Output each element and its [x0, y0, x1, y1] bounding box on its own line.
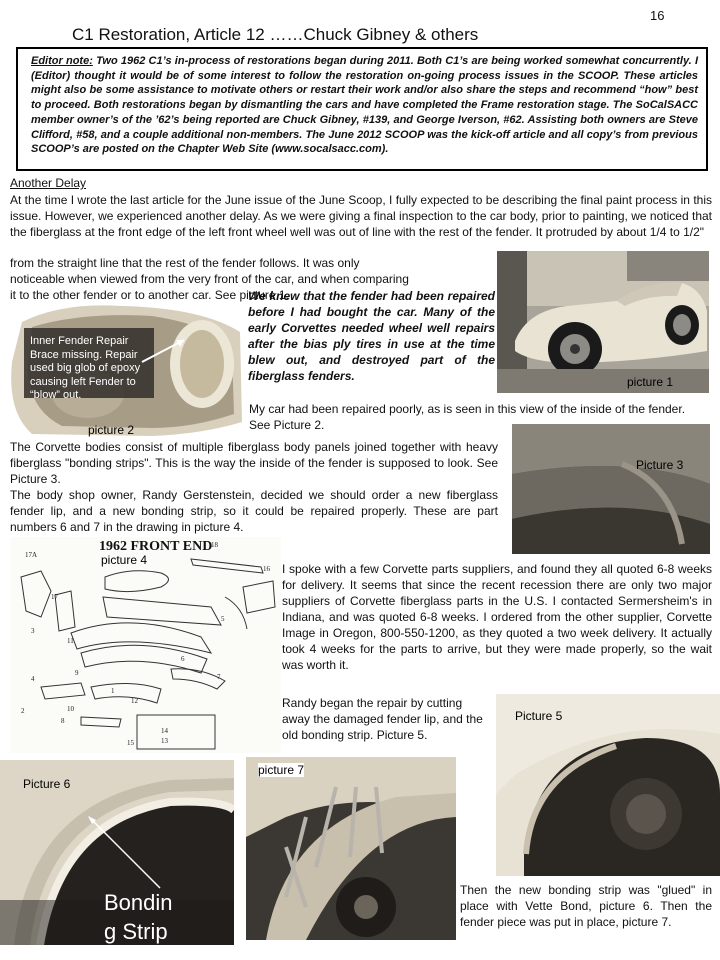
paragraph-intro: At the time I wrote the last article for the June issue of the June Scoop, I fully expected to be describing the final paint process in this issue. However, we experienced another delay. As we were giving a final inspection to the car body, prior to painting, we noticed that the fiberglass at the front edge of the left front wheel well was out of line with the rest of the fender. It protruded by about 1/4 to 1/2": [10, 193, 712, 239]
part-number-label: 15: [127, 739, 134, 747]
picture-5-caption: Picture 5: [515, 709, 563, 723]
part-number-label: 14: [161, 727, 168, 735]
picture-6-label-line-2: g Strip: [104, 919, 168, 944]
part-number-label: 10: [67, 705, 74, 713]
part-number-label: 5: [221, 615, 225, 623]
picture-2-photo: [2, 302, 246, 437]
part-number-label: 8: [61, 717, 65, 725]
part-number-label: 18: [211, 541, 218, 549]
picture-4-caption: picture 4: [101, 553, 148, 567]
picture-7-caption: picture 7: [258, 763, 305, 777]
part-number-label: 1: [111, 687, 115, 695]
picture-5-photo: [496, 694, 720, 876]
picture-6-label-line-1: Bondin: [104, 890, 173, 915]
picture-1-photo: [497, 251, 709, 393]
page-number: 16: [650, 8, 665, 23]
picture-4-drawing-title: 1962 FRONT END: [99, 539, 213, 554]
editor-note-label: Editor note:: [31, 55, 93, 67]
part-number-label: 11: [67, 637, 74, 645]
part-number-label: 4: [31, 675, 35, 683]
page-title: C1 Restoration, Article 12 ……Chuck Gibney & others: [72, 25, 479, 44]
picture-7-photo: [246, 757, 456, 940]
part-number-label: 2: [21, 707, 25, 715]
paragraph-line-3: noticeable when viewed from the very front of the car, and when comparing: [10, 272, 409, 286]
editor-note: [31, 54, 698, 157]
picture-1-caption: picture 1: [627, 375, 674, 389]
paragraph-my-car: My car had been repaired poorly, as is seen in this view of the inside of the fender. See Picture 2.: [249, 402, 686, 432]
paragraph-randy: Randy began the repair by cutting away the damaged fender lip, and the old bonding strip. Picture 5.: [282, 696, 483, 742]
paragraph-line-4: it to the other fender or to another car. See picture 1.: [10, 288, 289, 302]
picture-2-caption: picture 2: [88, 423, 135, 437]
part-number-label: 12: [131, 697, 138, 705]
part-number-label: 17: [51, 593, 58, 601]
paragraph-suppliers: I spoke with a few Corvette parts suppliers, and found they all quoted 6-8 weeks for delivery. It seems that since the recent recession there are only two major suppliers of Corvette fiberglass parts in the U.S. I contacted Sermersheim's in Indiana, and was quoted 6-8 weeks. I ordered from the other supplier, Corvette Image in Oregon, 800-550-1200, as they quoted a two week delivery. It actually took 4 weeks for the parts to arrive, but they were made properly, so the wait was worth it.: [282, 562, 712, 672]
editor-note-text: Two 1962 C1’s in-process of restorations began during 2011. Both C1’s are being worked somewhat concurrently. I (Editor) thought it would be of some interest to follow the restoration on-going process issues in the SCOOP. These articles might also be some assistance to motivate others or restart their work and/or also share the steps and recommend “how” best to proceed. Both restorations began by dismantling the cars and have completed the Frame restoration stage. The SoCalSACC member owner’s of the ’62’s being reported are Chuck Gibney, #139, and George Iverson, #62. Assisting both owners are Steve Clifford, #58, and a couple additional non-members. The June 2012 SCOOP was the kick-off article and all copy’s from previous SCOOP’s are posted on the Chapter Web Site (www.socalsacc.com).: [31, 55, 699, 156]
part-number-label: 16: [263, 565, 270, 573]
picture-6-caption: Picture 6: [23, 777, 71, 791]
picture-3-photo: [512, 424, 710, 554]
picture-2-annotation: Inner Fender Repair Brace missing. Repair used big glob of epoxy causing left Fender to “blow” out.: [30, 335, 141, 401]
section-heading: Another Delay: [10, 176, 87, 190]
part-number-label: 3: [31, 627, 35, 635]
picture-6-photo: [0, 760, 234, 945]
paragraph-line-2: from the straight line that the rest of the fender follows. It was only: [10, 256, 360, 270]
part-number-label: 13: [161, 737, 168, 745]
part-number-label: 7: [217, 673, 221, 681]
part-number-labels: [11, 537, 281, 753]
part-number-label: 9: [75, 669, 79, 677]
picture-4-drawing: [11, 537, 281, 753]
part-number-label: 6: [181, 655, 185, 663]
paragraph-corvette-bodies: The Corvette bodies consist of multiple fiberglass body panels joined together with heavy fiberglass "bonding strips". This is the way the inside of the fender is supposed to look. See Picture 3. The body shop owner, Randy Gerstenstein, decided we should order a new fiberglass fender lip, and a new bonding strip, so it could be repaired properly. These are part numbers 6 and 7 in the drawing in picture 4.: [10, 440, 498, 534]
picture-3-caption: Picture 3: [636, 458, 684, 472]
paragraph-repair-history: We knew that the fender had been repaired before I had bought the car. Many of the early Corvettes needed wheel well repairs after the bias ply tires in use at the time blew out, and destroyed part of the fiberglass fenders.: [248, 289, 495, 383]
paragraph-bonding-strip: Then the new bonding strip was "glued" in place with Vette Bond, picture 6. Then the fender piece was put in place, picture 7.: [460, 883, 712, 929]
part-number-label: 17A: [25, 551, 38, 559]
